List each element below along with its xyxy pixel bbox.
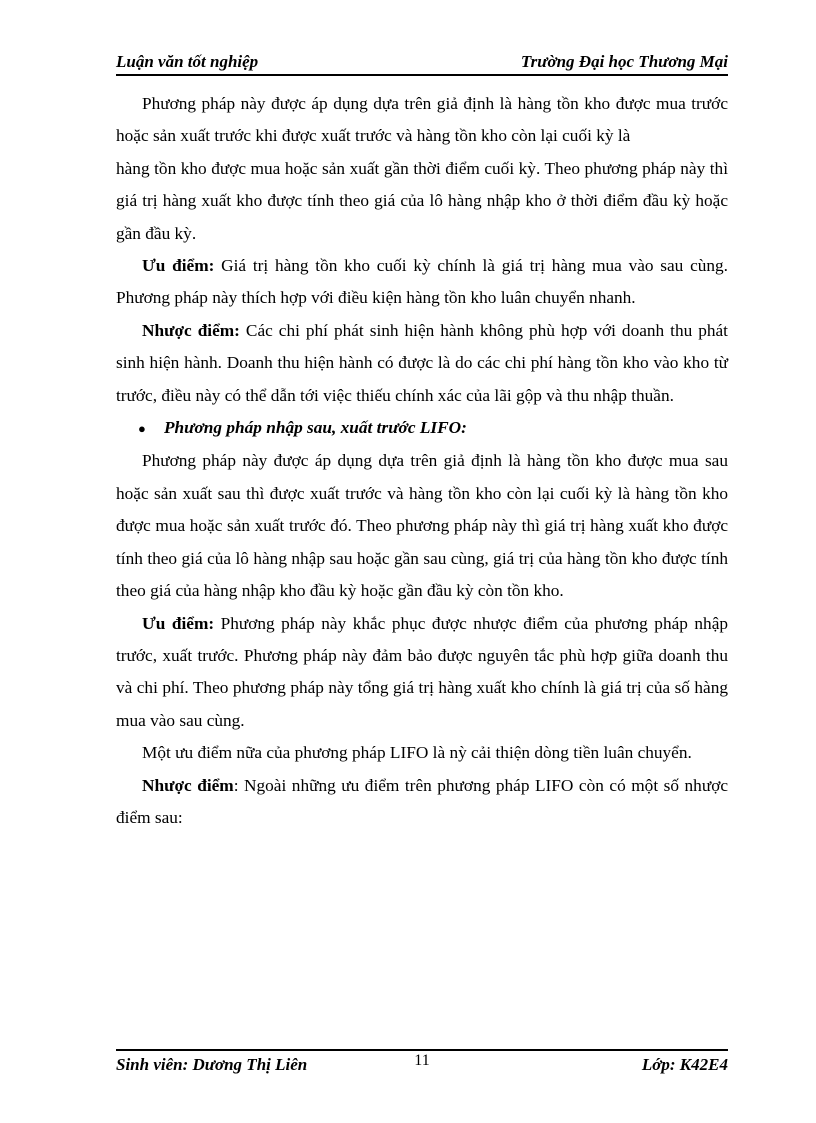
page-header <box>116 50 728 76</box>
footer-student: Sinh viên: Dương Thị Liên <box>116 1055 308 1074</box>
header-university: Trường Đại học Thương Mại <box>520 52 728 71</box>
header-thesis-title: Luận văn tốt nghiệp <box>116 52 259 71</box>
lifo-heading-text: Phương pháp nhập sau, xuất trước LIFO: <box>164 418 467 438</box>
paragraph-lifo-cashflow: Một ưu điểm nữa của phương pháp LIFO là nỳ cải thiện dòng tiền luân chuyển. <box>142 743 692 763</box>
advantage-label: Ưu điểm: <box>142 256 215 276</box>
paragraph-fifo-intro-b: hàng tồn kho được mua hoặc sản xuất gần thời điểm cuối kỳ. Theo phương pháp này thì giá trị hàng xuất kho được tính theo giá của lô hàng nhập kho ở thời điểm đầu kỳ hoặc gần đầu kỳ. <box>116 158 728 243</box>
bullet-icon: ● <box>138 421 146 437</box>
disadvantage-text: Các chi phí phát sinh hiện hành không phù hợp với doanh thu phát sinh hiện hành. Doanh thu hiện hành có được là do các chi phí hàng tồn kho vào kho từ trước, điều này có thể dẫn tới việc thiếu chính xác của lãi gộp và thu nhập thuần. <box>116 320 728 405</box>
paragraph-fifo-disadvantage <box>116 315 728 412</box>
paragraph-fifo-intro-a: Phương pháp này được áp dụng dựa trên giả định là hàng tồn kho được mua trước hoặc sản xuất trước khi được xuất trước và hàng tồn kho còn lại cuối kỳ là <box>116 94 728 146</box>
page-number: 11 <box>414 1052 430 1069</box>
paragraph-lifo-intro: Phương pháp này được áp dụng dựa trên giả định là hàng tồn kho được mua sau hoặc sản xuất sau thì được xuất trước và hàng tồn kho còn lại cuối kỳ là hàng tồn kho được mua hoặc sản xuất trước đó. Theo phương pháp này thì giá trị hàng xuất kho được tính theo giá của lô hàng nhập sau hoặc gần sau cùng, giá trị của hàng tồn kho được tính theo giá của hàng nhập kho đầu kỳ hoặc gần đầu kỳ còn tồn kho. <box>116 451 728 601</box>
lifo-heading <box>116 412 728 445</box>
advantage-text: Phương pháp này khắc phục được nhược điểm của phương pháp nhập trước, xuất trước. Phương pháp này đảm bảo được nguyên tắc phù hợp giữa doanh thu và chi phí. Theo phương pháp này tổng giá trị hàng xuất kho chính là giá trị của số hàng mua vào sau cùng. <box>116 613 728 730</box>
advantage-label: Ưu điểm: <box>142 613 215 633</box>
advantage-text: Giá trị hàng tồn kho cuối kỳ chính là giá trị hàng mua vào sau cùng. Phương pháp này thích hợp với điều kiện hàng tồn kho luân chuyển nhanh. <box>116 256 728 308</box>
paragraph-lifo-advantage <box>116 608 728 738</box>
paragraph-fifo-advantage <box>116 250 728 315</box>
footer-class: Lớp: K42E4 <box>641 1055 728 1074</box>
document-body <box>116 88 728 834</box>
disadvantage-label: Nhược điểm <box>142 775 234 795</box>
page-footer <box>116 1049 728 1085</box>
disadvantage-text: : Ngoài những ưu điểm trên phương pháp LIFO còn có một số nhược điểm sau: <box>116 775 729 827</box>
disadvantage-label: Nhược điểm: <box>142 320 240 340</box>
paragraph-lifo-disadvantage <box>116 770 728 835</box>
